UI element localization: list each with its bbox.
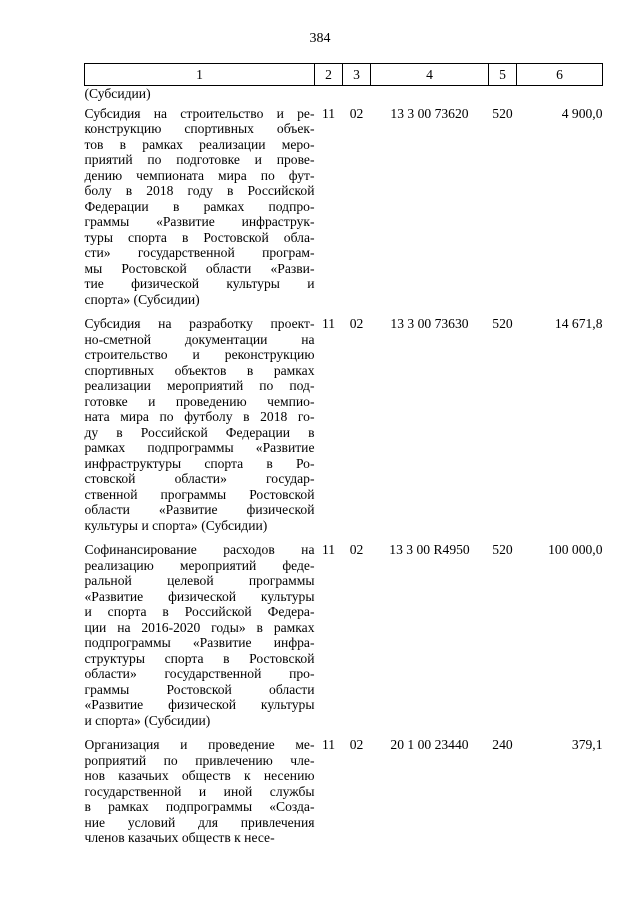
description-line: подпрограммы «Развитие инфра- bbox=[84, 635, 315, 650]
description-line: области «Развитие физической bbox=[84, 502, 315, 517]
description-line: и спорта» (Субсидии) bbox=[84, 712, 211, 728]
description-line: ната мира по футболу в 2018 го- bbox=[84, 409, 315, 424]
row-expense-type: 240 bbox=[492, 737, 513, 752]
row-target-article: 20 1 00 23440 bbox=[390, 737, 469, 752]
header-col-5: 5 bbox=[489, 64, 517, 86]
carry-over-row bbox=[85, 86, 603, 106]
description-line: сти» государственной програм- bbox=[84, 245, 315, 260]
row-description bbox=[85, 737, 315, 855]
row-expense-type: 520 bbox=[492, 542, 513, 557]
description-line: строительство и реконструкцию bbox=[84, 347, 315, 362]
description-line: готовке и проведению чемпио- bbox=[84, 393, 315, 409]
description-line: государственной и иной службы bbox=[84, 783, 315, 799]
carry-over-text: (Субсидии) bbox=[84, 86, 151, 101]
table-body bbox=[85, 86, 603, 855]
table-row bbox=[85, 316, 603, 542]
description-line: области» государственной про- bbox=[84, 666, 315, 681]
description-line: Софинансирование расходов на bbox=[84, 542, 315, 557]
row-amount: 14 671,8 bbox=[554, 316, 603, 331]
row-section: 11 bbox=[321, 542, 336, 557]
description-line: но-сметной документации на bbox=[84, 331, 315, 347]
description-line: ственной программы Ростовской bbox=[84, 486, 315, 502]
description-line: культуры и спорта» (Субсидии) bbox=[84, 517, 268, 533]
description-line: тие физической культуры и bbox=[84, 276, 315, 291]
row-description bbox=[85, 316, 315, 542]
description-line: дению чемпионата мира по фут- bbox=[84, 167, 315, 183]
description-line: конструкцию спортивных объек- bbox=[84, 121, 315, 136]
description-line: стовской области» государ- bbox=[84, 471, 315, 486]
description-line: «Развитие физической культуры bbox=[84, 697, 315, 712]
description-line: мы Ростовской области «Разви- bbox=[84, 260, 315, 276]
row-target-article: 13 3 00 73630 bbox=[390, 316, 469, 331]
description-line: реализации мероприятий по под- bbox=[84, 378, 315, 393]
header-col-2: 2 bbox=[315, 64, 343, 86]
description-line: ду в Российской Федерации в bbox=[84, 424, 315, 440]
description-line: граммы «Развитие инфраструк- bbox=[84, 214, 315, 229]
row-subsection: 02 bbox=[349, 737, 364, 752]
page-number: 384 bbox=[309, 31, 331, 46]
row-description bbox=[85, 542, 315, 737]
row-subsection: 02 bbox=[349, 105, 364, 121]
description-line: «Развитие физической культуры bbox=[84, 588, 315, 604]
row-subsection: 02 bbox=[349, 542, 364, 557]
row-amount: 379,1 bbox=[571, 737, 603, 752]
description-line: в рамках подпрограммы «Созда- bbox=[84, 799, 315, 814]
table-row bbox=[85, 106, 603, 317]
description-line: болу в 2018 году в Российской bbox=[84, 183, 315, 198]
budget-table bbox=[84, 63, 603, 855]
row-description bbox=[85, 106, 315, 317]
description-line: туры спорта в Ростовской обла- bbox=[84, 229, 315, 245]
row-subsection: 02 bbox=[349, 316, 364, 331]
description-line: Субсидия на разработку проект- bbox=[84, 316, 315, 331]
description-line: инфраструктуры спорта в Ро- bbox=[84, 455, 315, 471]
description-line: спортивных объектов в рамках bbox=[84, 362, 315, 378]
description-line: тов в рамках реализации меро- bbox=[84, 136, 315, 152]
header-col-1: 1 bbox=[85, 64, 315, 86]
row-section: 11 bbox=[321, 316, 336, 331]
header-col-3: 3 bbox=[343, 64, 371, 86]
description-line: Федерации в рамках подпро- bbox=[84, 198, 315, 214]
table-row bbox=[85, 542, 603, 737]
row-amount: 4 900,0 bbox=[561, 105, 603, 121]
description-line: ние условий для привлечения bbox=[84, 814, 315, 830]
description-line: членов казачьих обществ к несе- bbox=[84, 830, 275, 845]
row-target-article: 13 3 00 73620 bbox=[390, 105, 469, 121]
description-line: приятий по подготовке и прове- bbox=[84, 152, 315, 167]
description-line: роприятий по привлечению чле- bbox=[84, 752, 315, 768]
header-col-4: 4 bbox=[371, 64, 489, 86]
description-line: ции на 2016-2020 годы» в рамках bbox=[84, 619, 315, 635]
description-line: реализацию мероприятий феде- bbox=[84, 557, 315, 573]
row-section: 11 bbox=[321, 105, 336, 121]
table-header-row bbox=[85, 64, 603, 86]
description-line: нов казачьих обществ к несению bbox=[84, 768, 315, 783]
row-expense-type: 520 bbox=[492, 105, 513, 121]
row-amount: 100 000,0 bbox=[548, 542, 603, 557]
header-col-6: 6 bbox=[517, 64, 603, 86]
description-line: спорта» (Субсидии) bbox=[84, 291, 200, 307]
description-line: Субсидия на строительство и ре- bbox=[84, 105, 315, 121]
row-expense-type: 520 bbox=[492, 316, 513, 331]
description-line: граммы Ростовской области bbox=[84, 681, 315, 697]
table-row bbox=[85, 737, 603, 855]
row-target-article: 13 3 00 R4950 bbox=[389, 542, 470, 557]
description-line: Организация и проведение ме- bbox=[84, 737, 315, 752]
row-section: 11 bbox=[321, 737, 336, 752]
description-line: рамках подпрограммы «Развитие bbox=[84, 440, 315, 455]
description-line: ральной целевой программы bbox=[84, 573, 315, 588]
description-line: и спорта в Российской Федера- bbox=[84, 604, 315, 619]
description-line: структуры спорта в Ростовской bbox=[84, 650, 315, 666]
